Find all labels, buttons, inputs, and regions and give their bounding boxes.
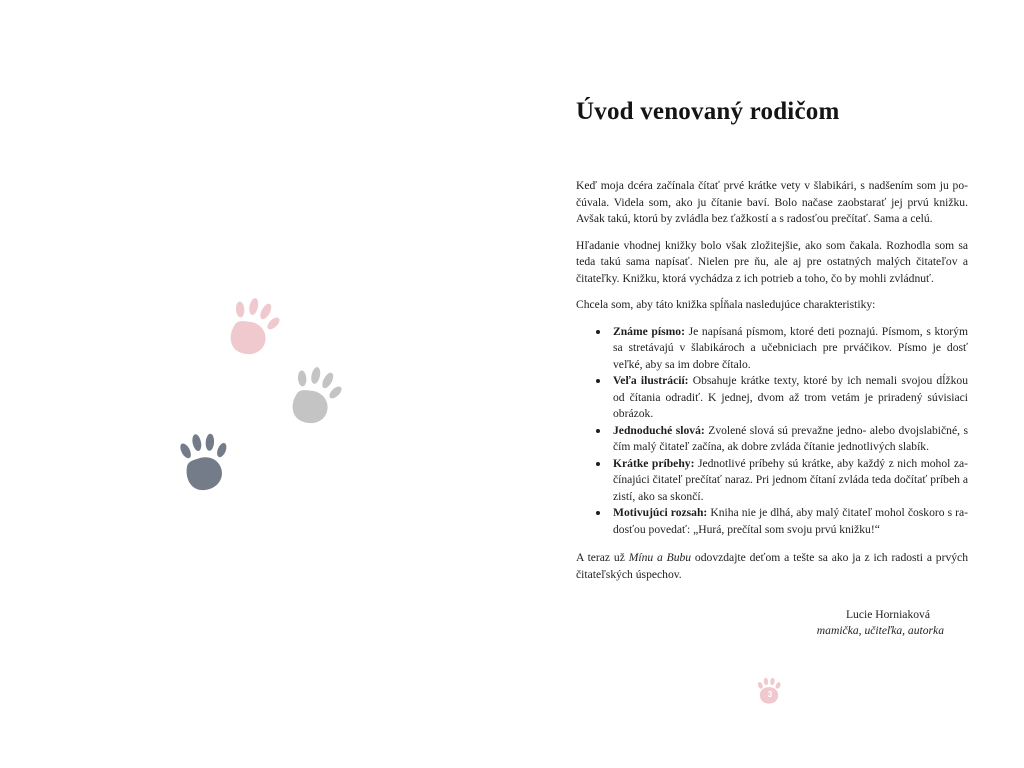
intro-paragraph-2: Hľadanie vhodnej knižky bolo však zložitejšie, ako som čakala. Rozhodla som sa teda takú sama napísať. Nielen pre ňu, ale aj pre ostatných malých čitateľov a čitateľky. Knižku, ktorá vychádza z ich potrieb a toho, čo by mohli zvládnuť. (576, 238, 968, 285)
list-item (613, 373, 968, 423)
list-item (613, 423, 968, 456)
page-number (756, 676, 782, 706)
pink-paw-shape (222, 297, 282, 359)
list-item-term: Motivujúci rozsah: (613, 506, 708, 519)
intro-paragraph-1: Keď moja dcéra začínala čítať prvé krátke vety v šlabikári, s nadšením som ju po-čúvala. Videla som, ako ju čítanie baví. Bolo načase zaobstarať jej prvú knižku. Avšak takú, ktorú by zvládla bez ťažkostí a s radosťou prečítať. Sama a celú. (576, 179, 968, 225)
list-item-text: Jednotlivé príbehy sú krátke, aby každý z nich mohol za-čínajúci čitateľ prečítať naraz. Pri jednom čítaní zvláda teda dočítať príbeh a zistí, ako sa skončí. (613, 456, 968, 503)
book-title: Mínu a Bubu (628, 551, 692, 564)
list-item (613, 505, 968, 538)
list-item-term: Krátke príbehy: (613, 456, 695, 470)
gray-paw-shape (284, 366, 344, 428)
closing-text-after: odovzdajte deťom a tešte sa ako ja z ich radosti a prvých čitateľských úspechov. (576, 551, 968, 581)
list-item (613, 456, 968, 506)
list-item-text: Obsahuje krátke texty, ktoré by ich nemali svojou dĺžkou od čítania odradiť. K jednej, dvom až trom vetám je priradený súvisiaci obrázok. (613, 374, 968, 420)
author-role: mamička, učiteľka, autorka (816, 624, 944, 637)
signature (576, 607, 968, 639)
right-page (576, 98, 968, 639)
dark-paw-shape (174, 432, 234, 494)
dark-paw-icon (174, 432, 234, 494)
list-item-text: Zvolené slová sú prevažne jedno- alebo dvojslabičné, s čím malý čitateľ začína, ak dobre zvláda čítanie jednotlivých slabík. (613, 423, 968, 453)
closing-paragraph (576, 550, 968, 583)
list-item-term: Známe písmo: (613, 324, 685, 338)
closing-text-before: A teraz už (576, 551, 629, 564)
list-item-term: Veľa ilustrácií: (613, 374, 689, 387)
list-item-text: Kniha nie je dlhá, aby malý čitateľ mohol čoskoro s ra-dosťou povedať: „Hurá, prečítal som svoju prvú knižku!“ (613, 506, 968, 536)
list-item-term: Jednoduché slová: (613, 423, 705, 437)
author-name: Lucie Horniaková (845, 608, 930, 621)
page-title: Úvod venovaný rodičom (576, 98, 840, 125)
gray-paw-icon (284, 366, 344, 428)
list-item-text: Je napísaná písmom, ktoré deti poznajú. Písmom, s ktorým sa stretávajú v šlabikároch a učebniciach pre prváčikov. Písmo je dosť veľké, aby sa im dobre čítalo. (613, 324, 968, 371)
intro-paragraph-3: Chcela som, aby táto knižka spĺňala nasledujúce charakteristiky: (576, 298, 876, 311)
characteristics-list (576, 324, 968, 539)
pink-paw-icon (222, 297, 282, 359)
list-item (613, 324, 968, 374)
page-number-text: 3 (767, 690, 773, 699)
